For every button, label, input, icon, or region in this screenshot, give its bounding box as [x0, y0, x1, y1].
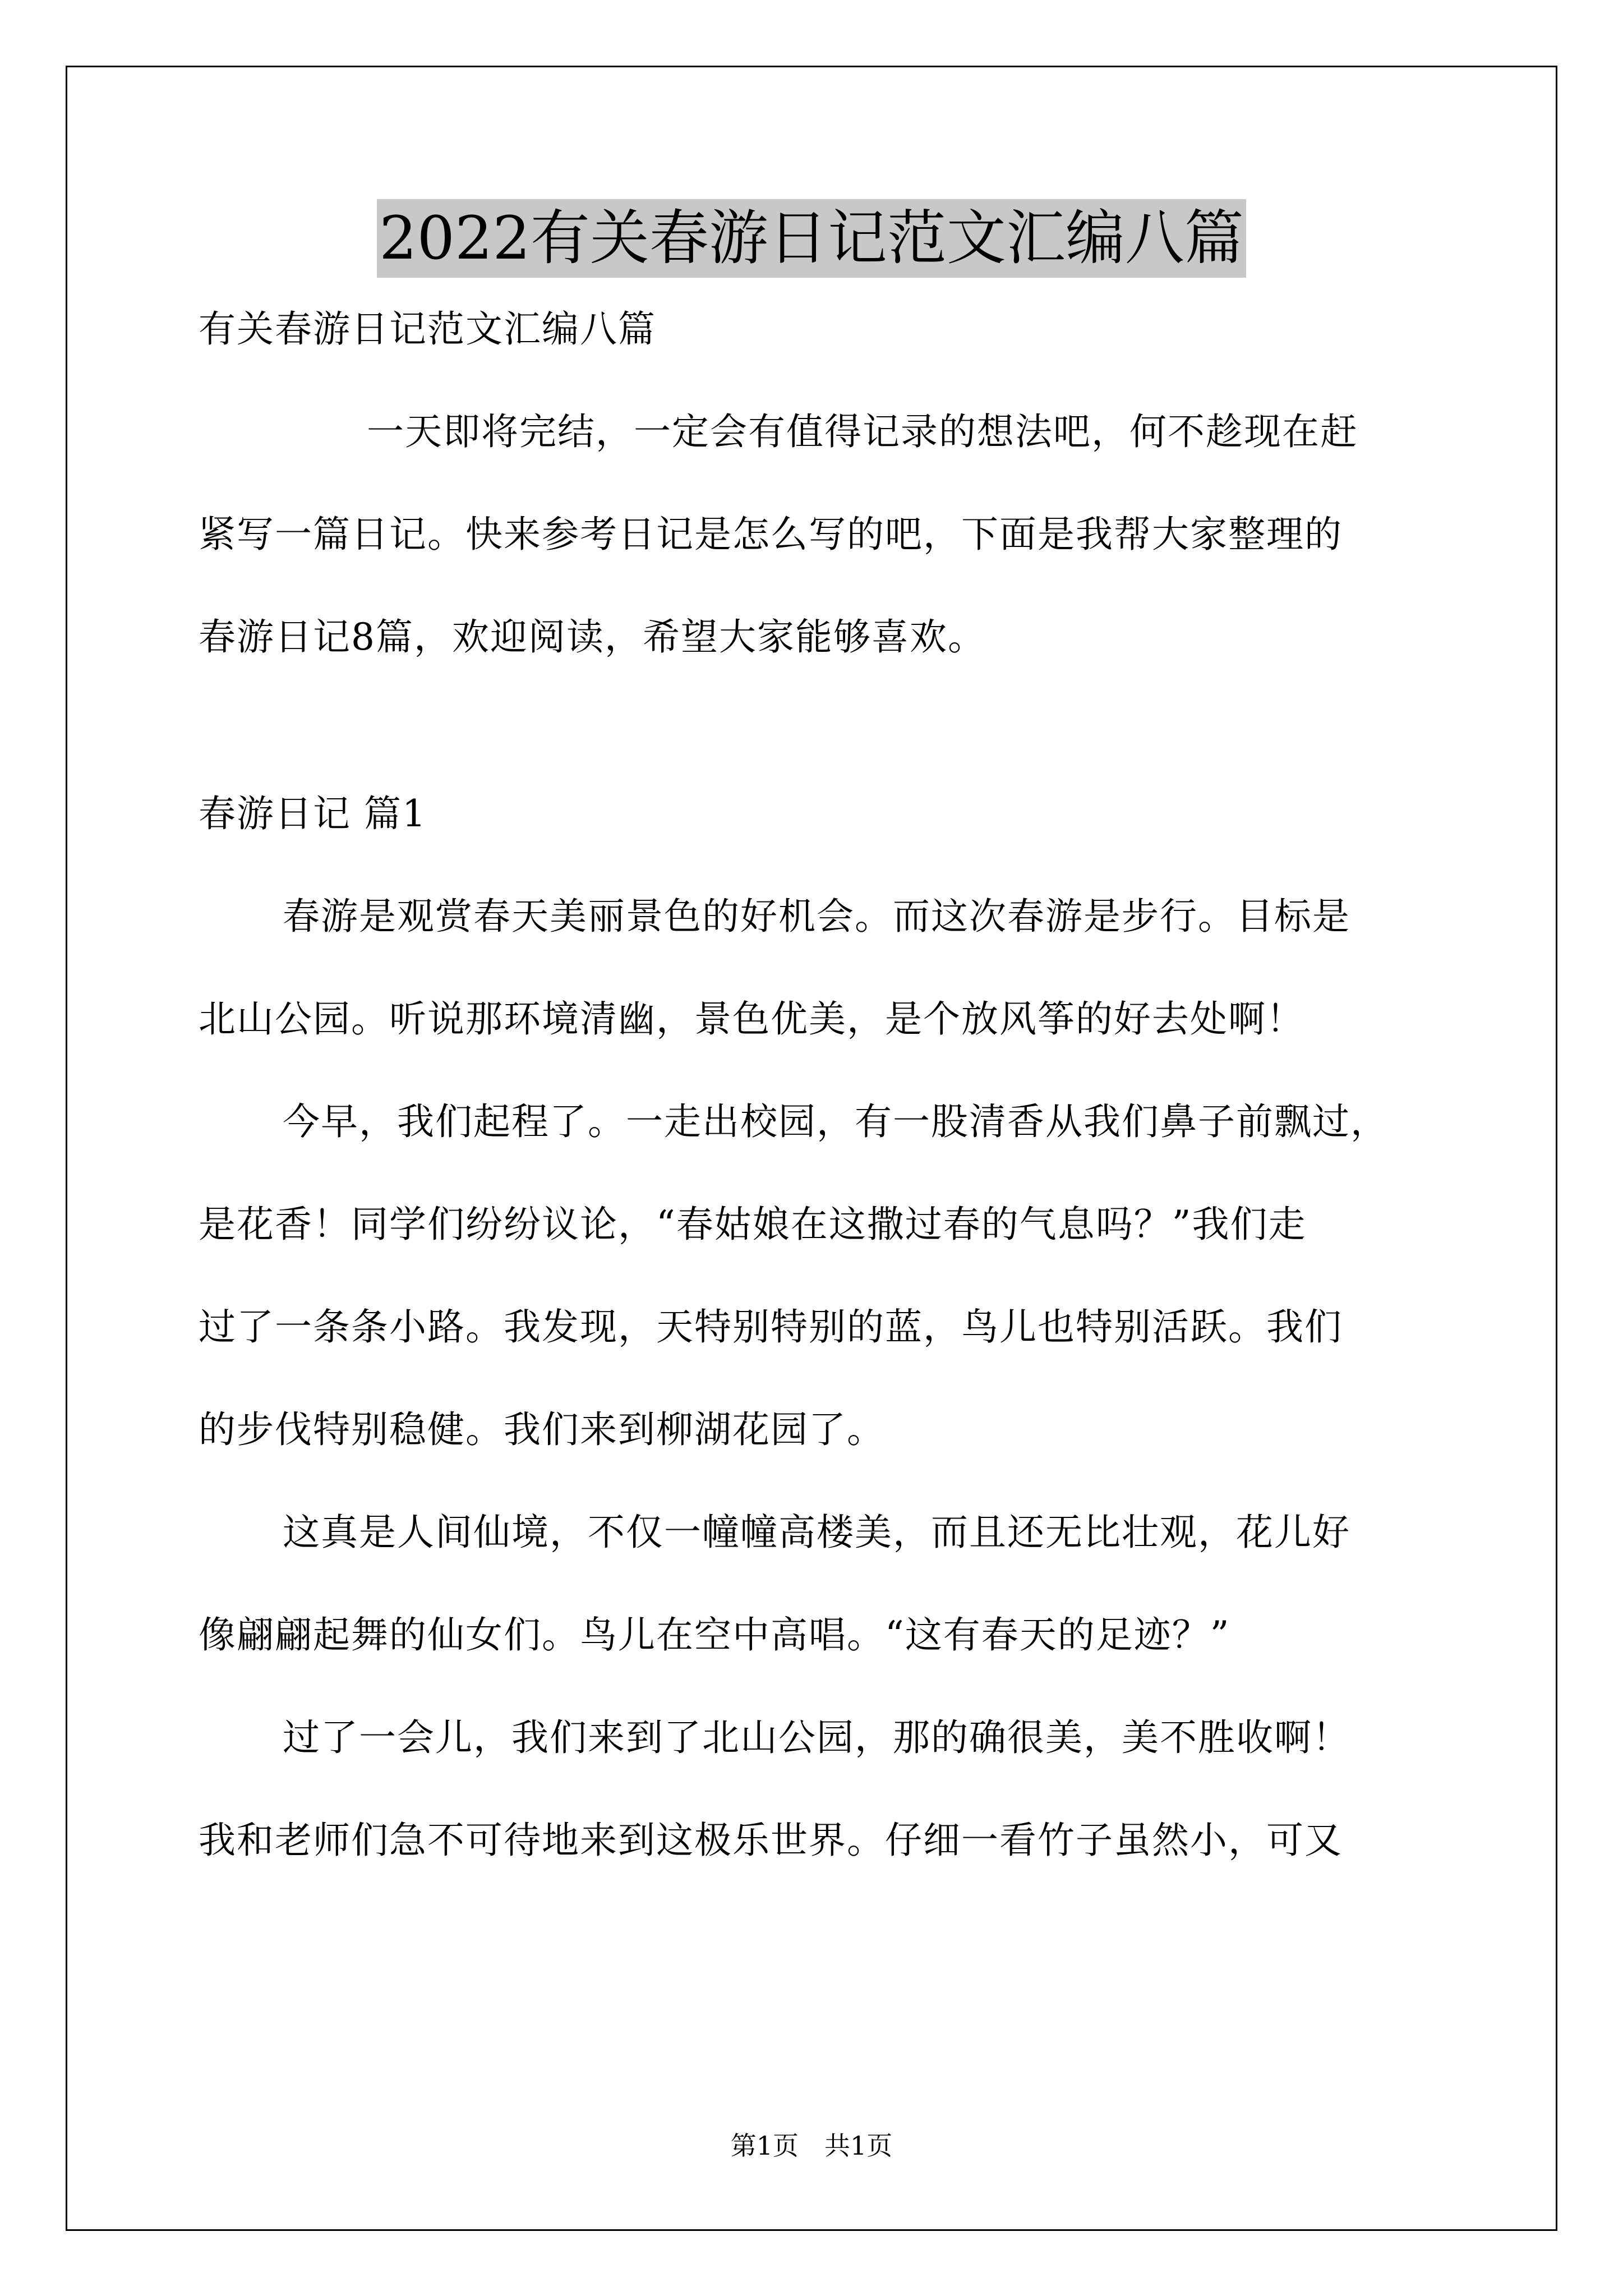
document-title: 2022有关春游日记范文汇编八篇 — [377, 199, 1246, 278]
body-line: 我和老师们急不可待地来到这极乐世界。仔细一看竹子虽然小，可又 — [199, 1819, 1343, 1862]
title-wrap — [0, 199, 1623, 278]
intro-line: 春游日记8篇，欢迎阅读，希望大家能够喜欢。 — [199, 615, 986, 659]
body-line: 北山公园。听说那环境清幽，景色优美，是个放风筝的好去处啊！ — [199, 997, 1304, 1041]
page-footer: 第1页 共1页 — [730, 2131, 893, 2161]
body-line: 过了一会儿，我们来到了北山公园，那的确很美，美不胜收啊！ — [283, 1716, 1350, 1759]
body-line: 的步伐特别稳健。我们来到柳湖花园了。 — [199, 1408, 885, 1451]
body-line: 过了一条条小路。我发现，天特别特别的蓝，鸟儿也特别活跃。我们 — [199, 1305, 1343, 1349]
body-line: 今早，我们起程了。一走出校园，有一股清香从我们鼻子前飘过， — [283, 1100, 1389, 1143]
document-body — [199, 303, 1432, 1866]
body-line: 春游是观赏春天美丽景色的好机会。而这次春游是步行。目标是 — [283, 895, 1350, 938]
body-line: 这真是人间仙境，不仅一幢幢高楼美，而且还无比壮观，花儿好 — [283, 1511, 1350, 1554]
body-line: 像翩翩起舞的仙女们。鸟儿在空中高唱。“这有春天的足迹？” — [199, 1613, 1230, 1657]
body-line: 是花香！同学们纷纷议论，“春姑娘在这撒过春的气息吗？”我们走 — [199, 1203, 1307, 1246]
section-heading: 春游日记 篇1 — [199, 792, 427, 835]
subtitle: 有关春游日记范文汇编八篇 — [199, 307, 656, 351]
intro-line: 紧写一篇日记。快来参考日记是怎么写的吧，下面是我帮大家整理的 — [199, 513, 1343, 556]
intro-line: 一天即将完结，一定会有值得记录的想法吧，何不趁现在赶 — [367, 410, 1358, 453]
